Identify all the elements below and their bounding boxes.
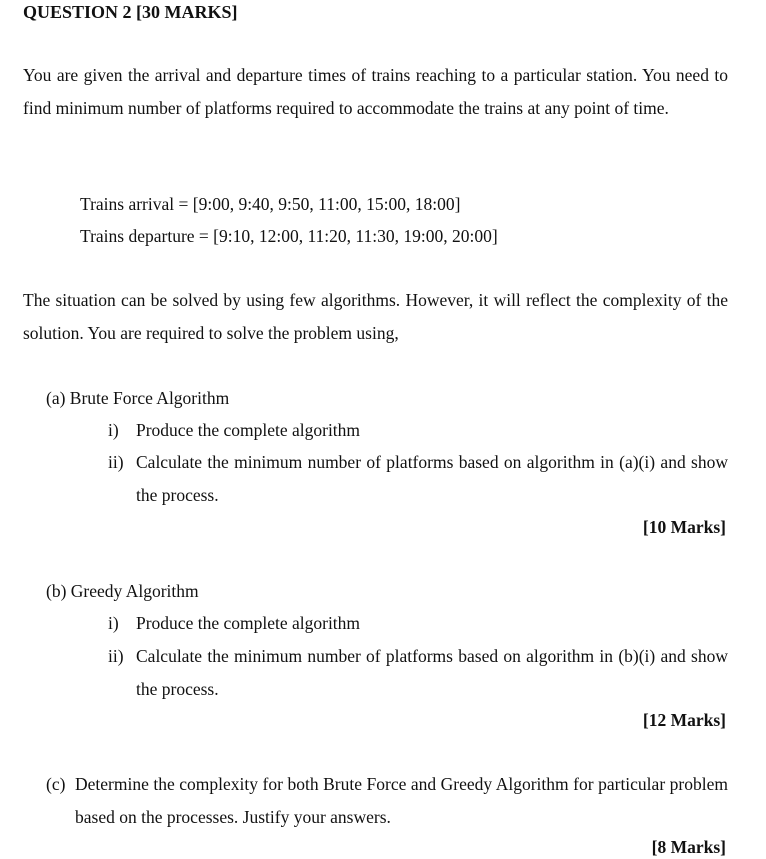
part-b-marks: [12 Marks] [642, 710, 726, 730]
situation-paragraph: The situation can be solved by using few algorithms. However, it will reflect the complexity of the solution. You are required to solve the problem using, [23, 290, 728, 343]
part-c-text: Determine the complexity for both Brute Force and Greedy Algorithm for particular problem based on the processes. Justify your answers. [75, 774, 728, 827]
trains-arrival-line: Trains arrival = [9:00, 9:40, 9:50, 11:00, 15:00, 18:00] [80, 194, 461, 214]
part-a-sub-ii-text: Calculate the minimum number of platforms based on algorithm in (a)(i) and show the process. [136, 452, 728, 505]
part-a-sub-i-text: Produce the complete algorithm [136, 420, 361, 440]
part-c-label: (c) [46, 774, 66, 794]
part-b-sub-ii-text: Calculate the minimum number of platforms based on algorithm in (b)(i) and show the process. [136, 646, 728, 699]
part-b-sub-i-text: Produce the complete algorithm [136, 613, 361, 633]
part-c-marks: [8 Marks] [651, 837, 726, 857]
part-c-block [46, 768, 728, 833]
part-a-label: (a) Brute Force Algorithm [46, 388, 230, 408]
question-heading: QUESTION 2 [30 MARKS] [23, 2, 238, 22]
part-a-sub-i-number: i) [108, 420, 119, 440]
trains-departure-line: Trains departure = [9:10, 12:00, 11:20, 11:30, 19:00, 20:00] [80, 226, 498, 246]
part-b-sub-i-number: i) [108, 613, 119, 633]
part-a-marks: [10 Marks] [642, 517, 726, 537]
intro-paragraph: You are given the arrival and departure times of trains reaching to a particular station. You need to find minimum number of platforms required to accommodate the trains at any point of time. [23, 65, 728, 118]
part-b-label: (b) Greedy Algorithm [46, 581, 199, 601]
part-a-sub-ii-number: ii) [108, 452, 124, 472]
part-b-sub-ii-number: ii) [108, 646, 124, 666]
